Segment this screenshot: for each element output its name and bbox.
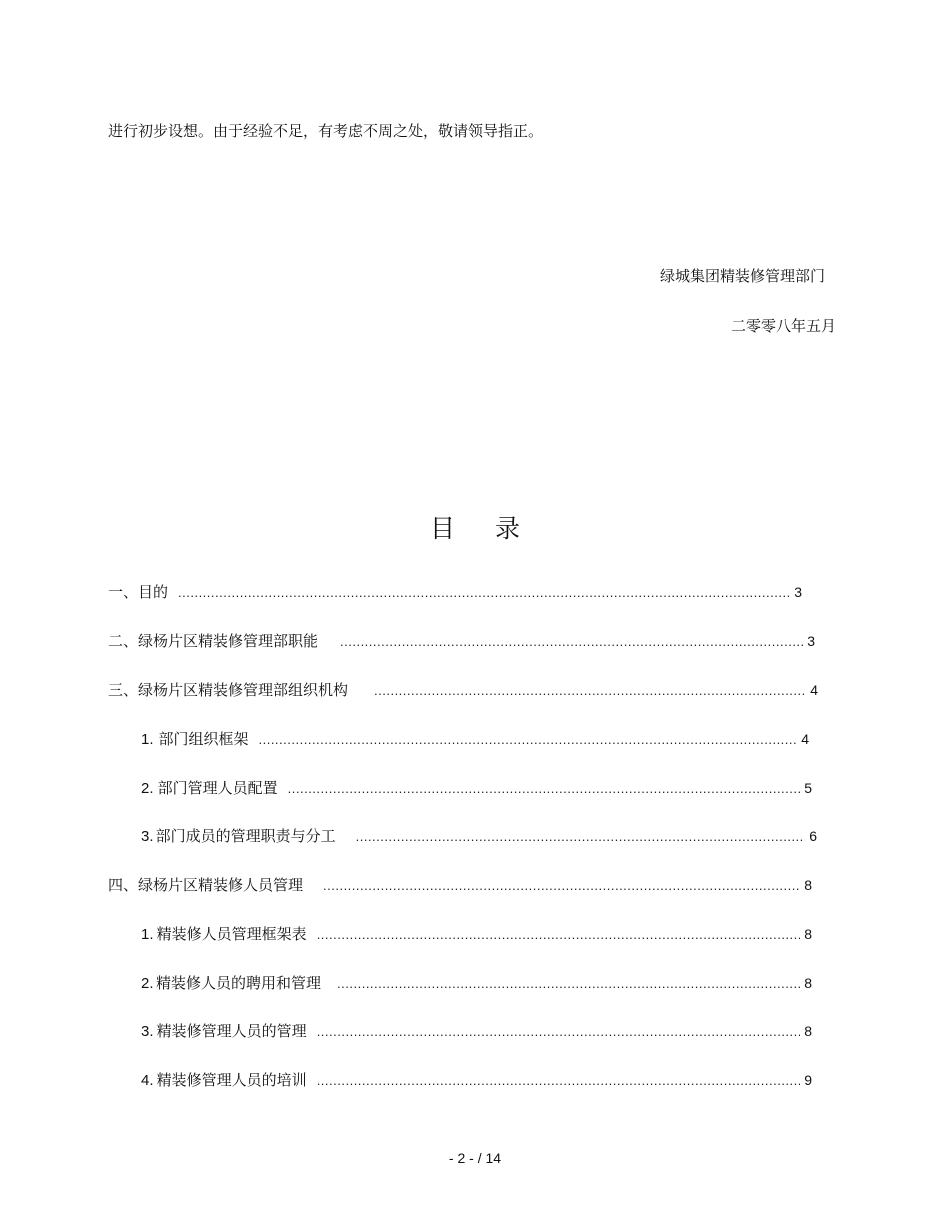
toc-entry-2[interactable]: [108, 631, 815, 652]
toc-entry-page: 8: [804, 877, 812, 893]
toc-entry-4-4[interactable]: [141, 1070, 812, 1091]
toc-entry-page: 4: [810, 682, 818, 698]
toc-entry-label: 四、绿杨片区精装修人员管理: [108, 876, 304, 894]
toc-entry-number: 3.: [141, 828, 154, 845]
toc-leader-dots: [258, 730, 797, 750]
toc-leader-dots: [178, 583, 790, 603]
toc-leader-dots: [374, 681, 806, 701]
toc-entry-label: 精装修管理人员的培训: [156, 1071, 307, 1089]
toc-entry-label: 精装修人员管理框架表: [156, 925, 307, 943]
toc-entry-3-2[interactable]: [141, 778, 812, 799]
toc-entry-page: 4: [801, 731, 809, 747]
toc-leader-dots: [317, 1071, 801, 1091]
toc-title: 目录: [429, 514, 560, 543]
toc-entry-page: 8: [804, 1023, 812, 1039]
toc-leader-dots: [288, 779, 801, 799]
toc-entry-label: 精装修人员的聘用和管理: [156, 974, 322, 992]
toc-entry-label: 部门管理人员配置: [157, 779, 278, 797]
toc-entry-number: 2.: [141, 780, 154, 797]
toc-entry-4[interactable]: [108, 875, 812, 896]
toc-entry-label: 一、目的: [108, 583, 169, 601]
toc-entry-label: 精装修管理人员的管理: [156, 1022, 307, 1040]
toc-entry-4-1[interactable]: [141, 924, 812, 945]
signature-date: 二零零八年五月: [730, 317, 836, 335]
toc-entry-page: 3: [807, 633, 815, 649]
intro-paragraph: 进行初步设想。由于经验不足，有考虑不周之处，敬请领导指正。: [108, 122, 544, 140]
toc-entry-3[interactable]: [108, 680, 818, 701]
toc-leader-dots: [337, 974, 800, 994]
toc-entry-number: 1.: [141, 926, 154, 943]
toc-entry-page: 6: [809, 828, 817, 844]
toc-leader-dots: [323, 876, 800, 896]
toc-entry-page: 5: [804, 780, 812, 796]
toc-entry-number: 4.: [141, 1072, 154, 1089]
page-number-footer: - 2 - / 14: [448, 1150, 502, 1166]
toc-entry-number: 2.: [141, 975, 154, 992]
toc-entry-page: 3: [794, 584, 802, 600]
toc-entry-1[interactable]: [108, 582, 802, 603]
toc-entry-page: 8: [804, 975, 812, 991]
toc-entry-3-3[interactable]: [141, 826, 817, 847]
toc-entry-number: 1.: [141, 731, 154, 748]
toc-entry-4-2[interactable]: [141, 973, 812, 994]
signature-organization: 绿城集团精装修管理部门: [659, 267, 825, 285]
toc-leader-dots: [317, 1022, 801, 1042]
toc-entry-label: 部门组织框架: [158, 730, 249, 748]
toc-leader-dots: [356, 827, 806, 847]
toc-entry-page: 9: [804, 1072, 812, 1088]
toc-entry-4-3[interactable]: [141, 1021, 812, 1042]
toc-entry-label: 部门成员的管理职责与分工: [155, 827, 336, 845]
toc-entry-label: 二、绿杨片区精装修管理部职能: [108, 632, 319, 650]
toc-entry-3-1[interactable]: [141, 729, 809, 750]
toc-entry-label: 三、绿杨片区精装修管理部组织机构: [108, 681, 349, 699]
toc-leader-dots: [340, 632, 803, 652]
toc-entry-number: 3.: [141, 1023, 154, 1040]
toc-entry-page: 8: [804, 926, 812, 942]
toc-leader-dots: [317, 925, 801, 945]
